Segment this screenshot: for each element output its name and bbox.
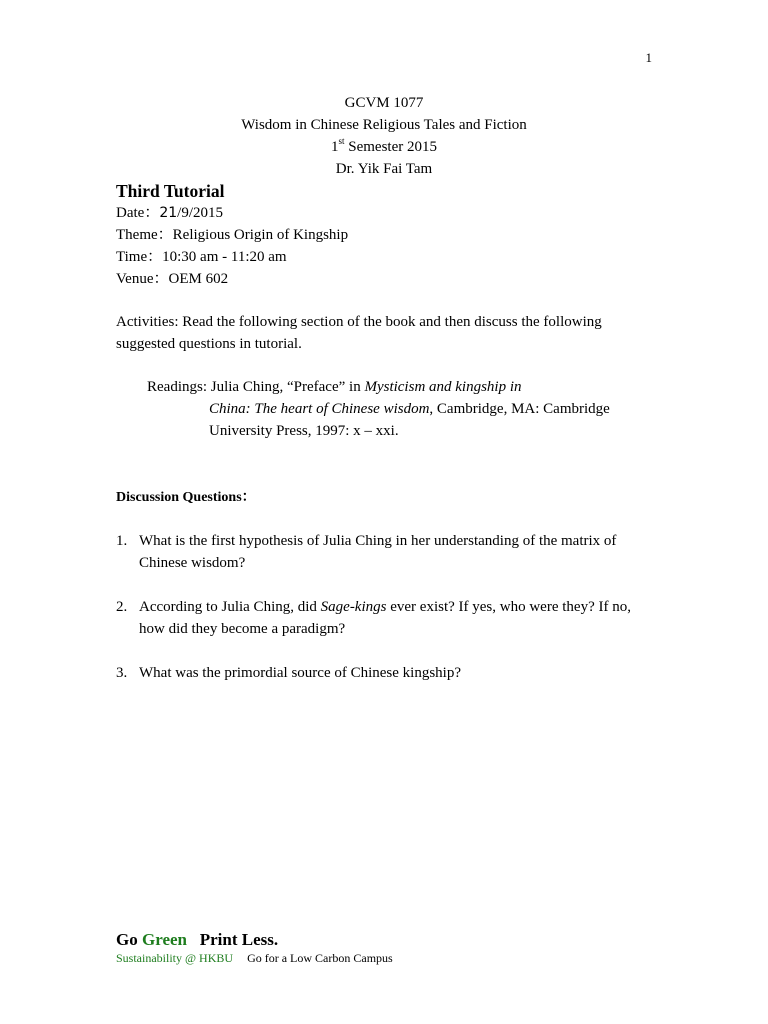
venue-label: Venue： [116,271,169,287]
time-label: Time： [116,249,163,265]
course-header [116,92,652,180]
semester-text: Semester 2015 [344,139,437,155]
instructor: Dr. Yik Fai Tam [335,161,433,177]
readings-continuation [147,398,647,442]
readings-prefix: Readings: Julia Ching, “Preface” in [147,379,365,395]
venue-line [116,268,348,290]
book-title-part-1: Mysticism and kingship in [364,379,522,395]
theme-value: Religious Origin of Kingship [172,227,349,243]
time-value: 10:30 am - 11:20 am [162,249,287,265]
semester-ordinal-suffix: st [338,136,345,146]
question-text-post: ever exist? If yes, who were they? If no, how did they become a paradigm? [139,599,631,637]
time-line [116,246,348,268]
question-item [116,530,656,574]
footer-print-less: Print Less. [199,930,279,949]
question-text: What was the primordial source of Chinese kingship? [139,665,462,681]
theme-line [116,224,348,246]
footer-low-carbon: Go for a Low Carbon Campus [247,951,393,965]
activities-paragraph: Activities: Read the following section of the book and then discuss the following suggested questions in tutorial. [116,314,602,352]
question-text: What is the first hypothesis of Julia Ching in her understanding of the matrix of Chinese wisdom? [139,533,617,571]
footer-subline [116,951,393,965]
footer-go: Go [116,930,142,949]
footer-green: Green [141,930,187,949]
questions-list [116,530,656,706]
tutorial-title: Third Tutorial [116,181,225,201]
semester [116,136,652,158]
date-line [116,202,348,224]
date-label: Date： [116,205,160,221]
question-number: 2. [116,599,128,615]
course-code: GCVM 1077 [344,95,424,111]
discussion-questions-heading: Discussion Questions： [116,490,256,505]
semester-ordinal: 1 [331,139,339,155]
footer-sustainability: Sustainability @ HKBU [116,951,234,965]
footer-slogan [116,929,393,951]
question-item [116,662,656,684]
date-day: 21 [159,205,178,221]
venue-value: OEM 602 [168,271,229,287]
tutorial-details [116,202,348,290]
question-emphasis: Sage-kings [320,599,387,615]
book-title-part-2: China: The heart of Chinese wisdom [209,401,430,417]
question-number: 3. [116,665,128,681]
question-item [116,596,656,640]
readings [147,376,647,442]
course-title: Wisdom in Chinese Religious Tales and Fiction [241,117,527,133]
question-number: 1. [116,533,128,549]
readings-line-1 [147,376,647,398]
footer [116,929,393,965]
page-number: 1 [645,50,652,65]
theme-label: Theme： [116,227,173,243]
question-text-pre: According to Julia Ching, did [139,599,321,615]
readings-publisher: , Cambridge, MA: Cambridge University Press, 1997: x – xxi. [209,401,610,439]
date-rest: /9/2015 [177,205,223,221]
